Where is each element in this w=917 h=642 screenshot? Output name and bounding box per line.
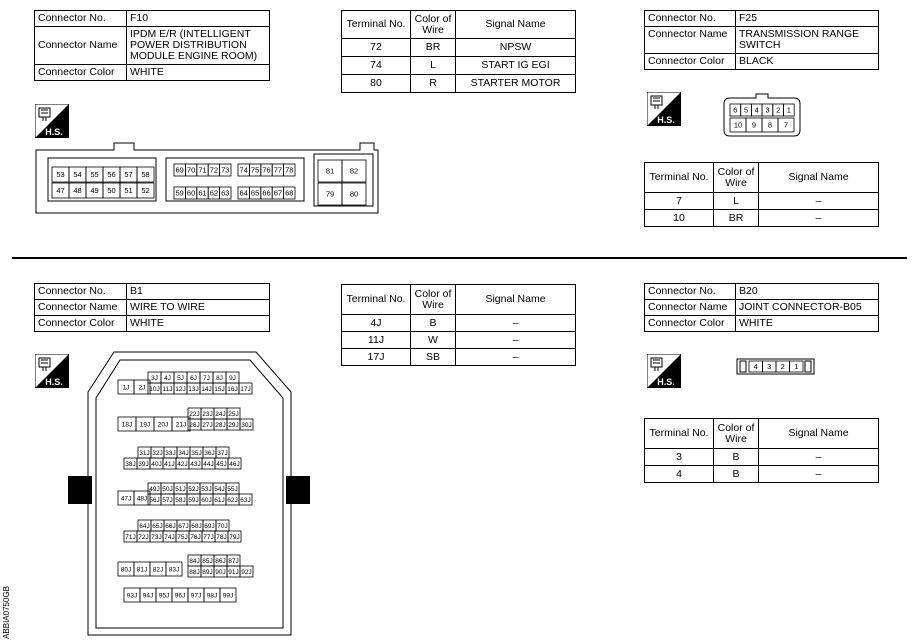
- pin-label: 15J: [214, 386, 225, 394]
- pin-label: 94J: [142, 592, 154, 600]
- pin-label: 72: [209, 165, 219, 175]
- svg-text:H.S.: H.S.: [45, 377, 63, 387]
- connector-name-value: [736, 27, 879, 54]
- connector-color-label: Connector Color: [35, 316, 127, 332]
- pin-label: 43J: [190, 461, 201, 469]
- pin-label: 47: [56, 186, 65, 196]
- pin-label: 1: [786, 105, 791, 115]
- connector-color-label: Connector Color: [645, 54, 736, 70]
- connector-no-value: B20: [736, 284, 879, 300]
- figure-code: ABBIA0750GB: [2, 586, 11, 639]
- pin-label: 3: [765, 105, 770, 115]
- pin-label: 5J: [177, 375, 184, 383]
- pin-label: 11J: [162, 386, 173, 394]
- pin-label: 72J: [138, 534, 149, 542]
- pin-label: 82J: [152, 566, 164, 574]
- pin-label: 4: [754, 105, 759, 115]
- f10-connector-face: [34, 140, 380, 216]
- pin-label: 81: [325, 166, 335, 176]
- pin-label: 28J: [215, 422, 226, 430]
- pin-label: 74: [239, 165, 248, 175]
- pin-label: 53: [56, 170, 65, 180]
- pin-label: 64J: [139, 523, 150, 531]
- pin-label: 10J: [149, 386, 160, 394]
- pin-label: 8: [767, 120, 773, 130]
- color-of-wire-header: Color of Wire: [411, 285, 456, 315]
- b1-connector-face: [66, 350, 316, 640]
- pin-label: 67J: [178, 523, 189, 531]
- pin-label: 37J: [217, 450, 228, 458]
- pin-label: 65: [250, 188, 260, 198]
- pin-label: 74J: [164, 534, 175, 542]
- pin-label: 39J: [138, 461, 149, 469]
- pin-label: 65J: [152, 523, 163, 531]
- pin-label: 21J: [175, 421, 187, 429]
- pin-label: 87J: [228, 558, 239, 566]
- pin-label: 58J: [175, 497, 186, 505]
- pin-label: 66J: [165, 523, 176, 531]
- pin-label: 56J: [149, 497, 160, 505]
- pin-label: 36J: [204, 450, 215, 458]
- pin-label: 68: [285, 188, 294, 198]
- connector-no-value: F10: [127, 11, 270, 27]
- connector-color-value: WHITE: [736, 316, 879, 332]
- pin-label: 19J: [139, 421, 151, 429]
- pin-label: 62: [209, 188, 219, 198]
- connector-color-label: Connector Color: [35, 65, 127, 81]
- table-row: 11J W –: [342, 332, 576, 349]
- f25-connector-face: [722, 92, 802, 140]
- pin-label: 9: [751, 120, 757, 130]
- color-of-wire-header: Color of Wire: [411, 11, 456, 39]
- pin-label: 78J: [216, 534, 227, 542]
- pin-label: 6: [733, 105, 738, 115]
- svg-text:H.S.: H.S.: [45, 127, 63, 137]
- pin-label: 7J: [203, 375, 210, 383]
- table-row: 3 B –: [645, 449, 879, 466]
- pin-label: 2: [780, 362, 785, 372]
- table-row: 74 L START IG EGI: [342, 57, 576, 75]
- pin-label: 22J: [189, 411, 200, 419]
- terminal-no-header: Terminal No.: [342, 11, 411, 39]
- b1-terminal-table: [341, 284, 576, 366]
- latch-right: [286, 476, 310, 504]
- pin-label: 4J: [164, 375, 171, 383]
- pin-label: 49: [90, 186, 99, 196]
- name-line: MODULE ENGINE ROOM): [130, 50, 258, 62]
- pin-label: 46J: [229, 461, 240, 469]
- connector-name-value: [127, 27, 270, 65]
- pin-label: 2J: [138, 384, 146, 392]
- table-row: 4 B –: [645, 466, 879, 483]
- pin-label: 68J: [191, 523, 202, 531]
- pin-label: 85J: [202, 558, 213, 566]
- name-line: TRANSMISSION RANGE: [739, 28, 860, 40]
- pin-label: 63: [221, 188, 230, 198]
- pin-label: 98J: [206, 592, 218, 600]
- connector-name-label: Connector Name: [645, 27, 736, 54]
- pin-label: 1J: [122, 384, 130, 392]
- pin-label: 84J: [189, 558, 200, 566]
- signal-name-header: Signal Name: [759, 163, 879, 193]
- pin-label: 93J: [126, 592, 138, 600]
- pin-label: 40J: [151, 461, 162, 469]
- b20-info-table: [644, 283, 879, 332]
- pin-label: 71J: [125, 534, 136, 542]
- pin-label: 41J: [164, 461, 175, 469]
- pin-label: 53J: [201, 486, 212, 494]
- pin-label: 75J: [177, 534, 188, 542]
- pin-label: 10: [733, 120, 743, 130]
- table-row: 72 BR NPSW: [342, 39, 576, 57]
- pin-label: 12J: [175, 386, 186, 394]
- connector-name-label: Connector Name: [645, 300, 736, 316]
- pin-label: 44J: [203, 461, 214, 469]
- pin-label: 50: [107, 186, 116, 196]
- signal-name-header: Signal Name: [456, 285, 576, 315]
- pin-label: 18J: [121, 421, 133, 429]
- name-line: IPDM E/R (INTELLIGENT: [130, 28, 251, 40]
- pin-label: 61: [198, 188, 207, 198]
- pin-label: 57J: [162, 497, 173, 505]
- pin-label: 54J: [214, 486, 225, 494]
- connector-name-label: Connector Name: [35, 300, 127, 316]
- harness-side-icon: [35, 354, 69, 388]
- pin-label: 80J: [120, 566, 132, 574]
- pin-label: 96J: [174, 592, 186, 600]
- pin-label: 59: [175, 188, 184, 198]
- pin-label: 34J: [178, 450, 189, 458]
- pin-label: 79: [325, 189, 335, 199]
- pin-label: 42J: [177, 461, 188, 469]
- pin-label: 27J: [202, 422, 213, 430]
- connector-name-label: Connector Name: [35, 27, 127, 65]
- connector-no-label: Connector No.: [645, 284, 736, 300]
- terminal-no-header: Terminal No.: [342, 285, 411, 315]
- pin-label: 25J: [228, 411, 239, 419]
- pin-label: 63J: [240, 497, 251, 505]
- pin-label: 61J: [214, 497, 225, 505]
- pin-label: 52J: [188, 486, 199, 494]
- pin-label: 9J: [229, 375, 236, 383]
- pin-label: 91J: [228, 569, 239, 577]
- f10-info-table: [34, 10, 270, 81]
- b20-connector-face: [736, 357, 816, 377]
- f25-terminal-table: [644, 162, 879, 227]
- pin-label: 23J: [202, 411, 213, 419]
- connector-color-value: WHITE: [127, 316, 270, 332]
- table-row: 17J SB –: [342, 349, 576, 366]
- pin-label: 31J: [139, 450, 150, 458]
- connector-color-label: Connector Color: [645, 316, 736, 332]
- pin-label: 48J: [136, 495, 148, 503]
- f10-terminal-table: [341, 10, 576, 93]
- pin-label: 88J: [189, 569, 200, 577]
- pin-label: 7: [783, 120, 789, 130]
- color-of-wire-header: Color of Wire: [714, 419, 759, 449]
- f25-info-table: [644, 10, 879, 70]
- b1-info-table: [34, 283, 270, 332]
- connector-no-label: Connector No.: [35, 284, 127, 300]
- section-divider: [12, 257, 907, 259]
- pin-label: 16J: [227, 386, 238, 394]
- terminal-no-header: Terminal No.: [645, 419, 714, 449]
- pin-label: 49J: [149, 486, 160, 494]
- signal-name-header: Signal Name: [759, 419, 879, 449]
- pin-label: 69J: [204, 523, 215, 531]
- pin-label: 67: [273, 188, 283, 198]
- table-row: 7 L –: [645, 193, 879, 210]
- pin-label: 17J: [240, 386, 251, 394]
- pin-label: 77: [273, 165, 283, 175]
- connector-color-value: WHITE: [127, 65, 270, 81]
- pin-label: 83J: [168, 566, 180, 574]
- pin-label: 2: [776, 105, 781, 115]
- pin-label: 3J: [151, 375, 158, 383]
- pin-label: 13J: [188, 386, 199, 394]
- connector-no-value: F25: [736, 11, 879, 27]
- harness-side-icon: [35, 104, 69, 138]
- pin-label: 81J: [136, 566, 148, 574]
- pin-label: 52: [141, 186, 150, 196]
- pin-label: 45J: [216, 461, 227, 469]
- pin-label: 79J: [229, 534, 240, 542]
- pin-label: 57: [124, 170, 133, 180]
- pin-label: 60: [186, 188, 196, 198]
- pin-label: 51: [124, 186, 133, 196]
- pin-label: 3: [767, 362, 772, 372]
- table-row: 80 R STARTER MOTOR: [342, 75, 576, 93]
- pin-label: 80: [349, 189, 359, 199]
- pin-label: 75: [250, 165, 260, 175]
- connector-no-label: Connector No.: [645, 11, 736, 27]
- pin-label: 29J: [228, 422, 239, 430]
- pin-label: 47J: [120, 495, 132, 503]
- pin-label: 54: [73, 170, 82, 180]
- connector-name-value: JOINT CONNECTOR-B05: [736, 300, 879, 316]
- connector-no-value: B1: [127, 284, 270, 300]
- pin-label: 62J: [227, 497, 238, 505]
- pin-label: 56: [107, 170, 116, 180]
- pin-label: 90J: [215, 569, 226, 577]
- harness-side-icon: [647, 92, 681, 126]
- pin-label: 26J: [189, 422, 200, 430]
- pin-label: 71: [198, 165, 207, 175]
- pin-label: 55J: [227, 486, 238, 494]
- pin-label: 33J: [165, 450, 176, 458]
- connector-no-label: Connector No.: [35, 11, 127, 27]
- pin-label: 76J: [190, 534, 201, 542]
- latch-left: [68, 476, 92, 504]
- svg-text:H.S.: H.S.: [657, 377, 675, 387]
- terminal-no-header: Terminal No.: [645, 163, 714, 193]
- pin-label: 24J: [215, 411, 226, 419]
- pin-label: 14J: [201, 386, 212, 394]
- pin-label: 50J: [162, 486, 173, 494]
- connector-name-value: WIRE TO WIRE: [127, 300, 270, 316]
- pin-label: 48: [73, 186, 82, 196]
- b20-terminal-table: [644, 418, 879, 483]
- pin-label: 97J: [190, 592, 202, 600]
- pin-label: 4: [753, 362, 758, 372]
- color-of-wire-header: Color of Wire: [714, 163, 759, 193]
- pin-label: 30J: [241, 422, 252, 430]
- svg-text:H.S.: H.S.: [657, 115, 675, 125]
- harness-side-icon: [647, 354, 681, 388]
- name-line: SWITCH: [739, 39, 781, 51]
- table-row: 10 BR –: [645, 210, 879, 227]
- pin-label: 66: [262, 188, 271, 198]
- pin-label: 51J: [175, 486, 186, 494]
- pin-label: 1: [794, 362, 799, 372]
- pin-label: 89J: [202, 569, 213, 577]
- pin-label: 70J: [217, 523, 228, 531]
- pin-label: 8J: [216, 375, 223, 383]
- pin-label: 73: [221, 165, 230, 175]
- pin-label: 76: [262, 165, 271, 175]
- connector-color-value: BLACK: [736, 54, 879, 70]
- pin-label: 64: [239, 188, 248, 198]
- pin-label: 60J: [201, 497, 212, 505]
- pin-label: 55: [90, 170, 99, 180]
- pin-label: 5: [743, 105, 749, 115]
- pin-label: 32J: [152, 450, 163, 458]
- pin-label: 58: [141, 170, 150, 180]
- name-line: POWER DISTRIBUTION: [130, 39, 247, 51]
- pin-label: 6J: [190, 375, 197, 383]
- pin-label: 95J: [158, 592, 170, 600]
- pin-label: 70: [186, 165, 196, 175]
- pin-label: 59J: [188, 497, 199, 505]
- pin-label: 35J: [191, 450, 202, 458]
- pin-label: 77J: [203, 534, 214, 542]
- table-row: 4J B –: [342, 315, 576, 332]
- signal-name-header: Signal Name: [456, 11, 576, 39]
- pin-label: 20J: [157, 421, 169, 429]
- pin-label: 73J: [151, 534, 162, 542]
- pin-label: 99J: [222, 592, 234, 600]
- pin-label: 82: [349, 166, 359, 176]
- pin-label: 86J: [215, 558, 226, 566]
- pin-label: 78: [285, 165, 294, 175]
- pin-label: 38J: [125, 461, 136, 469]
- pin-label: 69: [175, 165, 184, 175]
- pin-label: 92J: [241, 569, 252, 577]
